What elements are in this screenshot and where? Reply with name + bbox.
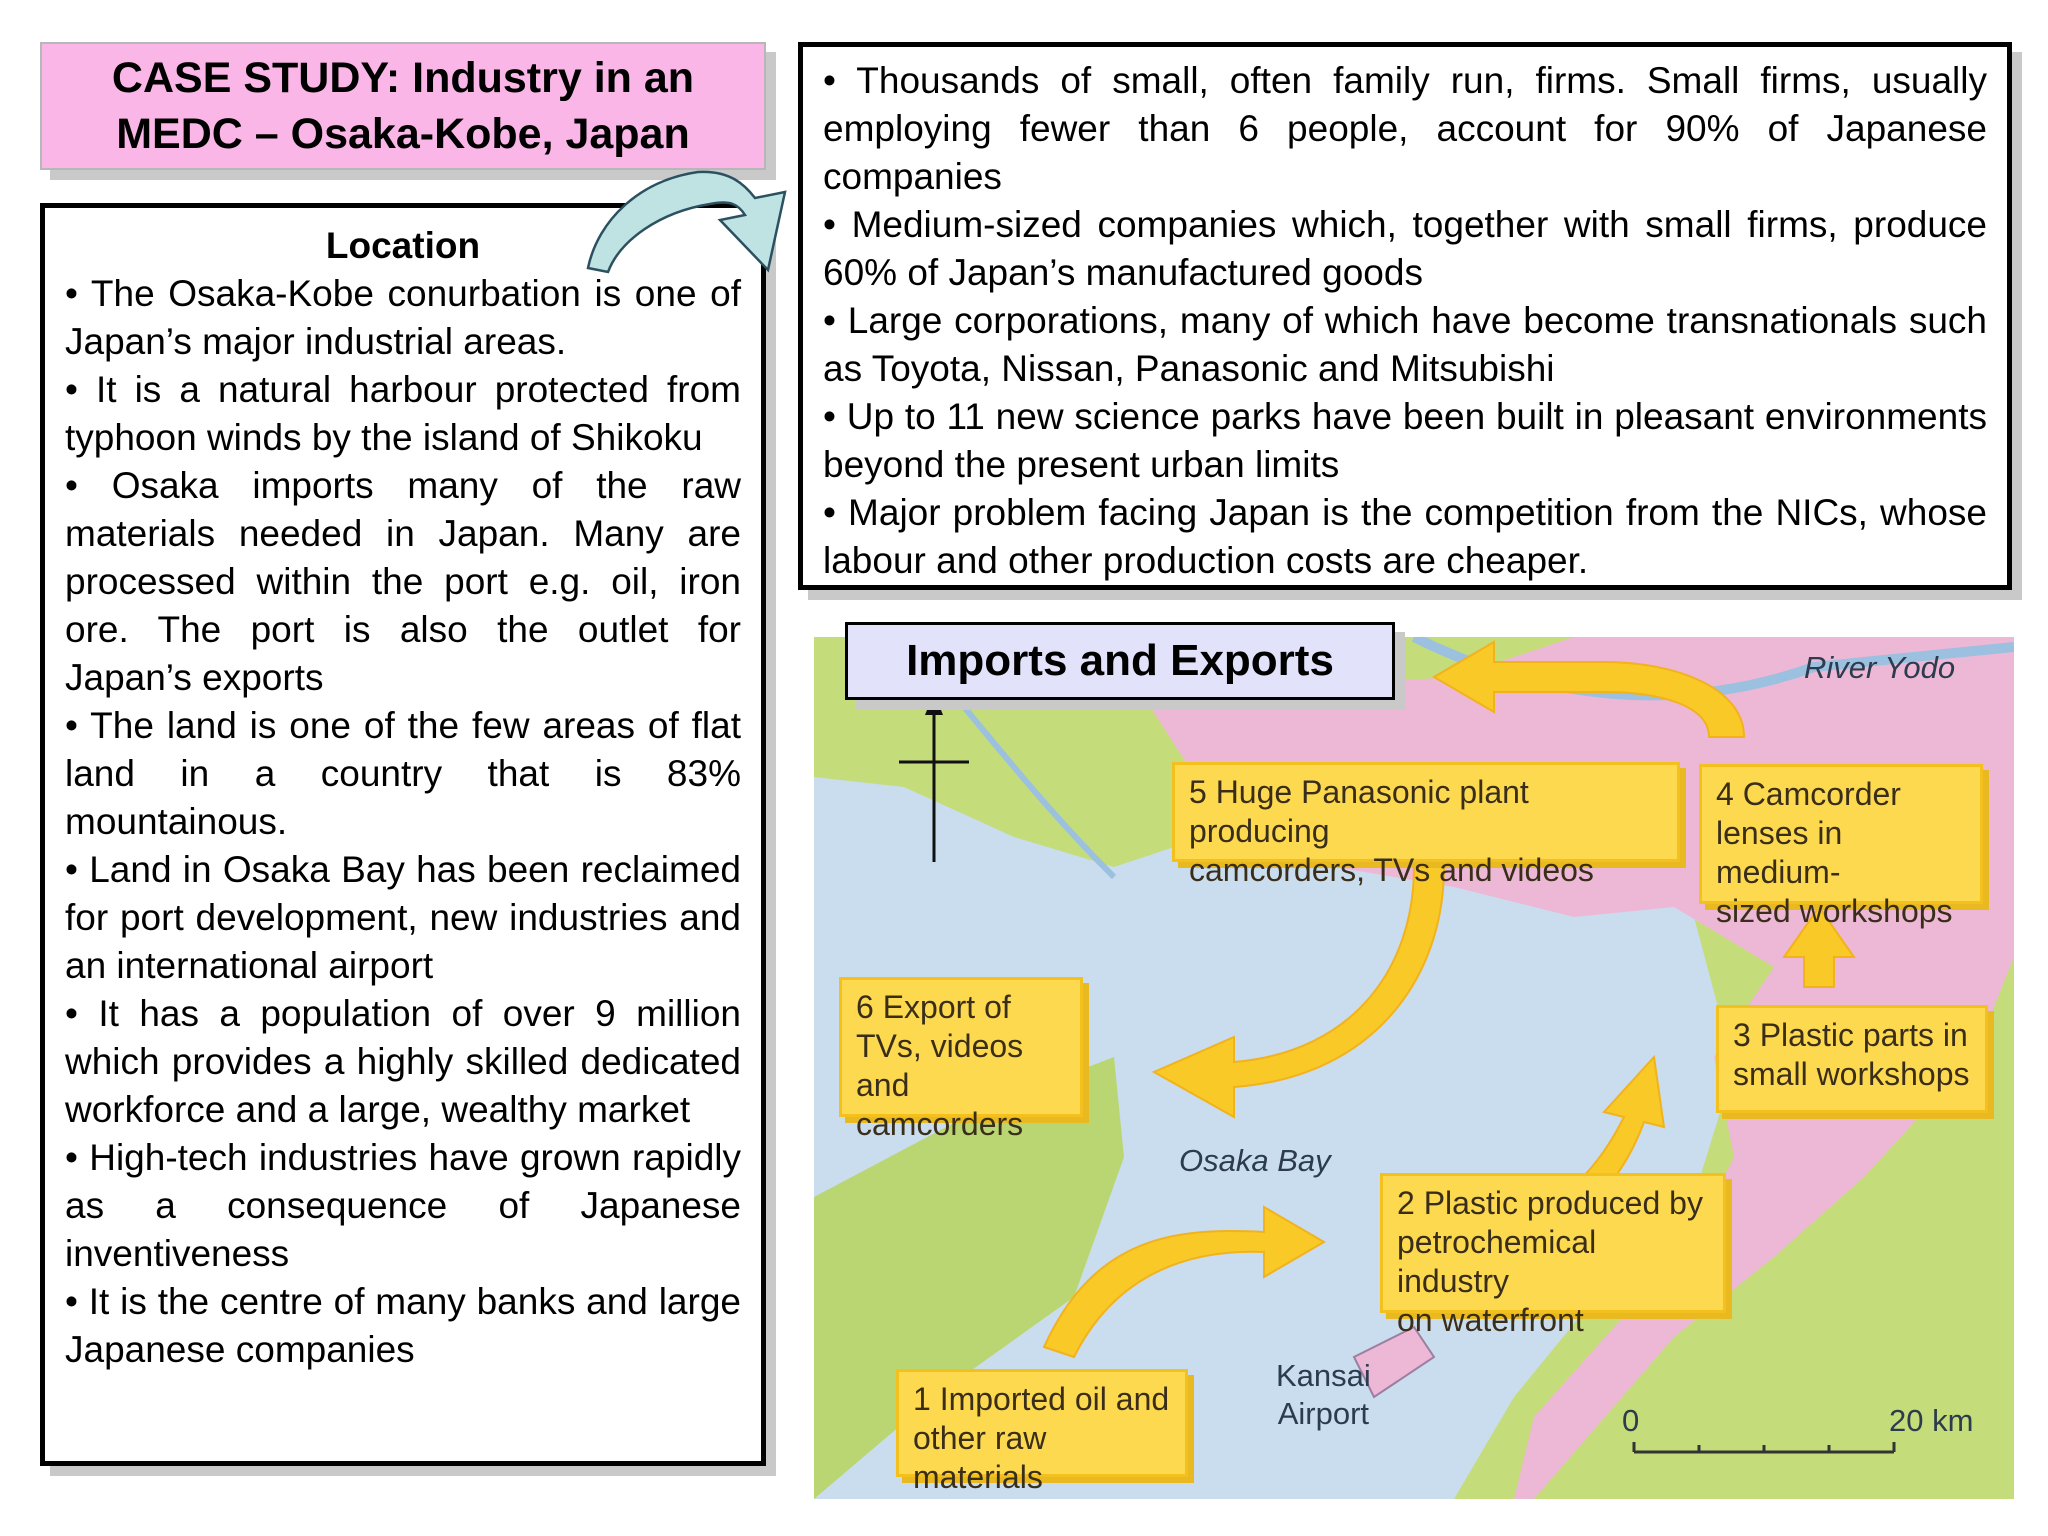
scale-start: 0 xyxy=(1622,1403,1640,1438)
location-bullet: • It is a natural harbour protected from typhoon winds by the island of Shikoku xyxy=(65,369,741,458)
step-text: 2 Plastic produced by xyxy=(1397,1185,1703,1221)
bay-label: Osaka Bay xyxy=(1179,1143,1331,1178)
location-heading: Location xyxy=(325,225,481,266)
industry-bullet: • Up to 11 new science parks have been built in pleasant environments beyond the present urban limits xyxy=(823,396,1987,485)
step-box-6 xyxy=(839,977,1083,1142)
step-text: on waterfront xyxy=(1397,1302,1584,1338)
step-box-2 xyxy=(1380,1173,1726,1338)
airport-label xyxy=(1276,1357,1371,1433)
location-bullet: • It has a population of over 9 million which provides a highly skilled dedicated workforce and a large, wealthy market xyxy=(65,993,741,1130)
step-box-1 xyxy=(896,1369,1188,1495)
location-bullet: • High-tech industries have grown rapidly as a consequence of Japanese inventiveness xyxy=(65,1137,741,1274)
industry-bullet: • Medium-sized companies which, together with small firms, produce 60% of Japan’s manufactured goods xyxy=(823,204,1987,293)
step-text: 1 Imported oil and xyxy=(913,1381,1170,1417)
step-box-4 xyxy=(1699,764,1983,929)
step-text: camcorders, TVs and videos xyxy=(1189,852,1594,888)
location-bullet: • The land is one of the few areas of flat land in a country that is 83% mountainous. xyxy=(65,705,741,842)
map-panel xyxy=(814,637,2014,1499)
step-text: 5 Huge Panasonic plant producing xyxy=(1189,774,1529,849)
step-box-5 xyxy=(1172,762,1680,888)
step-text: TVs, videos and xyxy=(856,1028,1024,1103)
step-text: lenses in medium- xyxy=(1716,815,1843,890)
step-text: 3 Plastic parts in xyxy=(1733,1017,1968,1053)
step-text: petrochemical industry xyxy=(1397,1224,1597,1299)
industry-bullet: • Large corporations, many of which have become transnationals such as Toyota, Nissan, Panasonic and Mitsubishi xyxy=(823,300,1987,389)
location-bullet: • The Osaka-Kobe conurbation is one of Japan’s major industrial areas. xyxy=(65,273,741,362)
industry-bullet: • Major problem facing Japan is the competition from the NICs, whose labour and other production costs are cheaper. xyxy=(823,492,1987,581)
step-text: camcorders xyxy=(856,1106,1024,1142)
river-label: River Yodo xyxy=(1804,650,1956,685)
location-bullet: • Osaka imports many of the raw materials needed in Japan. Many are processed within the port e.g. oil, iron ore. The port is also the outlet for Japan’s exports xyxy=(65,465,741,698)
step-text: small workshops xyxy=(1733,1056,1970,1092)
step-text: 4 Camcorder xyxy=(1716,776,1901,812)
map-title: Imports and Exports xyxy=(845,622,1395,700)
step-box-3 xyxy=(1716,1005,1988,1113)
airport-label-line: Airport xyxy=(1277,1396,1370,1431)
airport-label-line: Kansai xyxy=(1276,1358,1371,1393)
scale-end: 20 km xyxy=(1889,1403,1974,1438)
title-banner xyxy=(40,42,766,170)
industry-bullet: • Thousands of small, often family run, firms. Small firms, usually employing fewer than 6 people, account for 90% of Japanese companies xyxy=(823,60,1987,197)
title-line-1: CASE STUDY: Industry in an xyxy=(111,54,695,102)
title-line-2: MEDC – Osaka-Kobe, Japan xyxy=(116,110,690,158)
step-text: other raw materials xyxy=(913,1420,1047,1495)
industry-panel xyxy=(798,42,2012,590)
step-text: 6 Export of xyxy=(856,989,1011,1025)
step-text: sized workshops xyxy=(1716,893,1953,929)
location-panel xyxy=(40,203,766,1466)
curved-arrow-icon xyxy=(580,160,820,280)
location-bullet: • Land in Osaka Bay has been reclaimed for port development, new industries and an international airport xyxy=(65,849,741,986)
location-bullet: • It is the centre of many banks and large Japanese companies xyxy=(65,1281,741,1370)
